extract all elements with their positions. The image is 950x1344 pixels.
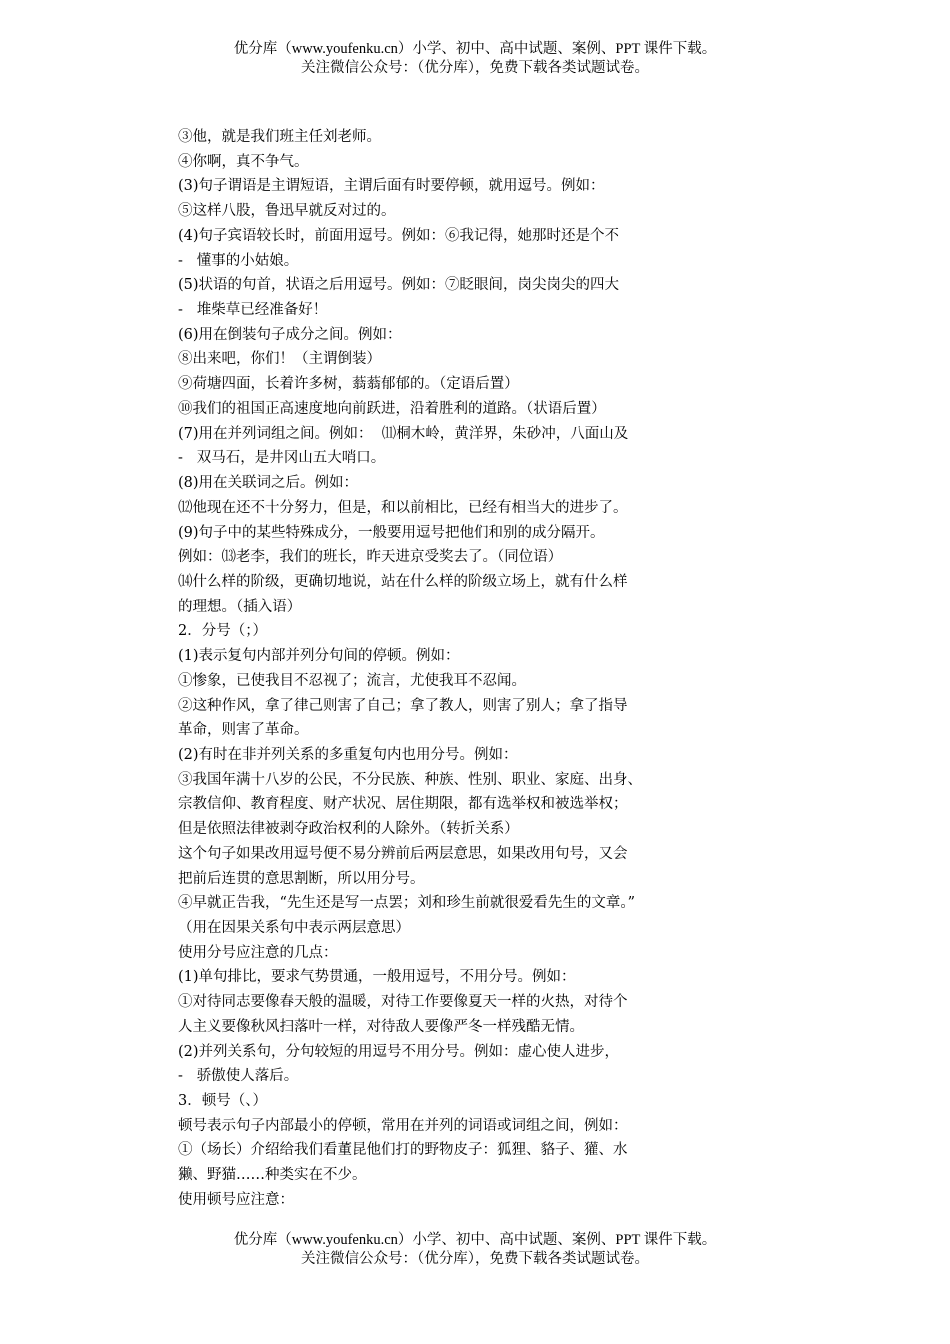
text-line: 2．分号（；）	[178, 623, 267, 640]
text-line: (3)句子谓语是主谓短语，主谓后面有时要停顿，就用逗号。例如：	[178, 178, 605, 195]
text-line: (8)用在关联词之后。例如：	[178, 475, 359, 492]
text-line: 使用顿号应注意：	[178, 1191, 294, 1208]
text-line: - 骄傲使人落后。	[178, 1068, 299, 1085]
text-line: 的理想。（插入语）	[178, 598, 302, 615]
text-line: 顿号表示句子内部最小的停顿，常用在并列的词语或词组之间，例如：	[178, 1117, 628, 1134]
text-line: ③我国年满十八岁的公民，不分民族、种族、性别、职业、家庭、出身、	[178, 771, 642, 788]
text-line: 这个句子如果改用逗号便不易分辨前后两层意思，如果改用句号，又会	[178, 845, 628, 862]
text-line: (1)表示复句内部并列分句间的停顿。例如：	[178, 648, 460, 665]
text-line: ①对待同志要像春天般的温暖，对待工作要像夏天一样的火热，对待个	[178, 994, 628, 1011]
text-line: (1)单句排比，要求气势贯通，一般用逗号，不用分号。例如：	[178, 969, 576, 986]
page-header	[0, 40, 950, 78]
text-line: (2)有时在非并列关系的多重复句内也用分号。例如：	[178, 746, 518, 763]
text-line: - 堆柴草已经准备好！	[178, 302, 328, 319]
text-line: 革命，则害了革命。	[178, 722, 309, 739]
text-line: 例如：⒀老李，我们的班长，昨天进京受奖去了。（同位语）	[178, 549, 563, 566]
text-line: ②这种作风，拿了律己则害了自己；拿了教人，则害了别人；拿了指导	[178, 697, 628, 714]
text-line: ⑩我们的祖国正高速度地向前跃进，沿着胜利的道路。（状语后置）	[178, 400, 606, 417]
text-line: - 双马石，是井冈山五大哨口。	[178, 450, 386, 467]
text-line: (5)状语的句首，状语之后用逗号。例如：⑦眨眼间，岗尖岗尖的四大	[178, 277, 620, 294]
text-line: 宗教信仰、教育程度、财产状况、居住期限，都有选举权和被选举权；	[178, 796, 628, 813]
text-line: ①（场长）介绍给我们看董昆他们打的野物皮子：狐狸、貉子、獾、水	[178, 1142, 628, 1159]
footer-line-1: 优分库（www.youfenku.cn）小学、初中、高中试题、案例、PPT 课件下载。	[233, 1232, 717, 1248]
text-line: 人主义要像秋风扫落叶一样，对待敌人要像严冬一样残酷无情。	[178, 1018, 584, 1035]
text-line: (4)句子宾语较长时，前面用逗号。例如：⑥我记得，她那时还是个不	[178, 227, 620, 244]
text-line: ⑤这样八股，鲁迅早就反对过的。	[178, 203, 396, 220]
text-line: (9)句子中的某些特殊成分，一般要用逗号把他们和别的成分隔开。	[178, 524, 605, 541]
text-line: 使用分号应注意的几点：	[178, 944, 338, 961]
text-line: 把前后连贯的意思割断，所以用分号。	[178, 870, 425, 887]
text-line: ⑿他现在还不十分努力，但是，和以前相比，已经有相当大的进步了。	[178, 499, 628, 516]
text-line: - 懂事的小姑娘。	[178, 252, 299, 269]
text-line: 但是依照法律被剥夺政治权利的人除外。（转折关系）	[178, 821, 519, 838]
text-line: （用在因果关系句中表示两层意思）	[178, 920, 410, 936]
text-line: (2)并列关系句，分句较短的用逗号不用分号。例如：虚心使人进步，	[178, 1043, 620, 1060]
text-line: (7)用在并列词组之间。例如： ⑾桐木岭，黄洋界，朱砂冲，八面山及	[178, 425, 629, 442]
text-line: ①惨象，已使我目不忍视了；流言，尤使我耳不忍闻。	[178, 672, 526, 689]
text-line: ④早就正告我，“先生还是写一点罢；刘和珍生前就很爱看先生的文章。”	[178, 895, 636, 912]
header-line-1: 优分库（www.youfenku.cn）小学、初中、高中试题、案例、PPT 课件下载。	[233, 41, 717, 57]
page-footer	[0, 1231, 950, 1269]
document-body	[178, 125, 738, 1213]
text-line: ⑧出来吧，你们！（主谓倒装）	[178, 351, 381, 368]
text-line: (6)用在倒装句子成分之间。例如：	[178, 326, 402, 343]
text-line: 獭、野猫……种类实在不少。	[178, 1167, 367, 1184]
text-line: 3．顿号（、）	[178, 1093, 267, 1110]
text-line: ④你啊，真不争气。	[178, 153, 309, 170]
header-line-2: 关注微信公众号：（优分库），免费下载各类试题试卷。	[301, 60, 649, 76]
text-line: ③他，就是我们班主任刘老师。	[178, 129, 381, 145]
footer-line-2: 关注微信公众号：（优分库），免费下载各类试题试卷。	[301, 1251, 649, 1267]
text-line: ⑨荷塘四面，长着许多树，蓊蓊郁郁的。（定语后置）	[178, 376, 519, 393]
text-line: ⒁什么样的阶级，更确切地说，站在什么样的阶级立场上，就有什么样	[178, 573, 628, 590]
